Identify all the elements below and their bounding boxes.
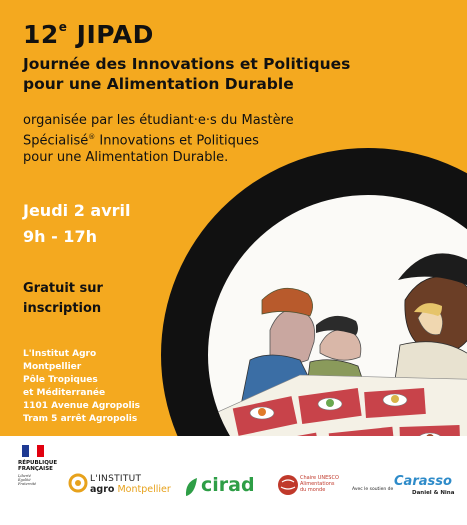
organiser-segment: Innovations et Politiques	[95, 133, 259, 149]
rf-motto-line: Égalité	[18, 478, 31, 482]
address-line: 1101 Avenue Agropolis	[23, 401, 141, 411]
rf-line: FRANÇAISE	[18, 466, 53, 472]
organiser-line: pour une Alimentation Durable.	[23, 150, 229, 166]
institut-agro-logo	[68, 472, 171, 496]
unesco-text	[300, 475, 350, 493]
carasso-word: Carasso	[394, 474, 452, 489]
registration-line: inscription	[23, 301, 102, 316]
cirad-leaf-icon	[183, 476, 199, 500]
rf-motto-line: Fraternité	[18, 482, 37, 486]
organiser-segment: Spécialisé	[23, 133, 89, 149]
address-line: Montpellier	[23, 362, 82, 372]
carasso-sub: Daniel & Nina	[412, 490, 455, 496]
support-caption: Avec le soutien de	[352, 487, 394, 492]
subtitle-line: Journée des Innovations et Politiques	[23, 55, 351, 73]
agro-city: Montpellier	[117, 484, 171, 495]
registration-info	[23, 279, 153, 319]
agro-line2	[90, 484, 171, 495]
cirad-word: cirad	[201, 474, 255, 496]
edition-number: 12	[23, 20, 59, 49]
republique-francaise-logo	[18, 445, 58, 486]
edition-suffix: e	[58, 20, 68, 34]
organiser-line	[23, 129, 383, 149]
rf-name	[18, 460, 58, 472]
french-flag-icon	[22, 445, 44, 457]
organiser-text	[23, 112, 383, 166]
venue-address	[23, 348, 193, 426]
event-date: Jeudi 2 avril	[23, 201, 131, 220]
rf-motto	[18, 474, 58, 486]
subtitle-line: pour une Alimentation Durable	[23, 75, 294, 93]
agro-emblem-icon	[68, 472, 88, 494]
event-acronym: JIPAD	[76, 20, 154, 49]
unesco-line: du monde	[300, 487, 326, 493]
agro-line1: L'INSTITUT	[90, 474, 142, 484]
organiser-line: organisée par les étudiant·e·s du Mastère	[23, 113, 294, 128]
unesco-line: Alimentations	[300, 481, 335, 487]
registration-line: Gratuit sur	[23, 281, 103, 296]
address-line: Pôle Tropiques	[23, 375, 98, 385]
address-line: et Méditerranée	[23, 388, 106, 398]
address-line: L'Institut Agro	[23, 349, 97, 359]
event-subtitle	[23, 54, 423, 94]
event-title	[23, 20, 154, 49]
event-hours: 9h - 17h	[23, 227, 97, 246]
carasso-logo	[394, 474, 460, 504]
unesco-chair-logo	[277, 472, 347, 502]
unesco-line: Chaire UNESCO	[300, 475, 339, 481]
cirad-logo	[183, 474, 263, 502]
agro-word: agro	[90, 484, 115, 495]
address-line: Tram 5 arrêt Agropolis	[23, 414, 138, 424]
globe-icon	[277, 474, 299, 496]
rf-motto-line: Liberté	[18, 474, 31, 478]
rf-line: RÉPUBLIQUE	[18, 460, 58, 466]
registered-mark: ®	[88, 133, 96, 141]
